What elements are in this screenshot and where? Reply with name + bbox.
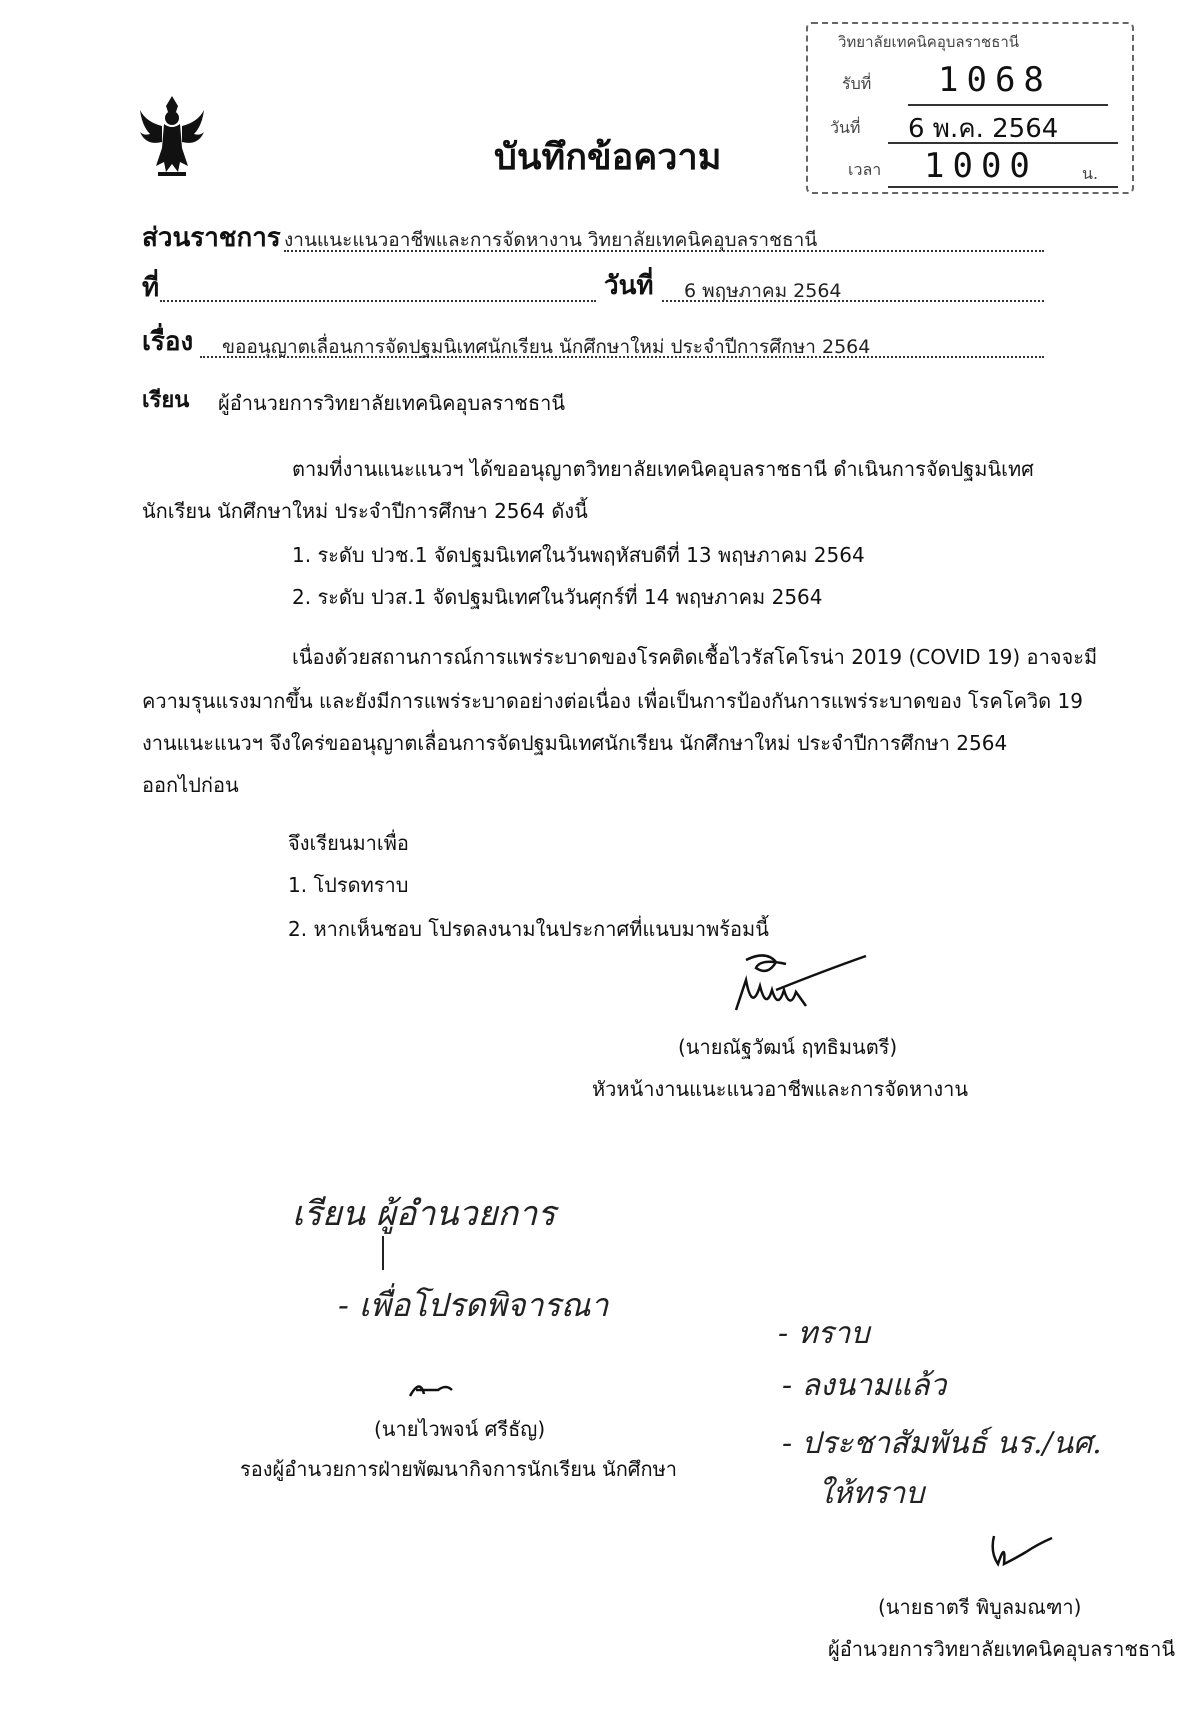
agency-field	[284, 224, 1044, 252]
agency-label: ส่วนราชการ	[142, 223, 281, 253]
signature-1	[716, 950, 876, 1020]
handwritten-note2-line1: - ทราบ	[778, 1316, 870, 1351]
date-field	[662, 276, 1044, 302]
handwritten-note2-line3: - ประชาสัมพันธ์ นร./นศ.	[782, 1426, 1102, 1461]
subject-field	[200, 330, 1044, 358]
signer1-name: (นายณัฐวัฒน์ ฤทธิมนตรี)	[678, 1035, 898, 1059]
list-item-2: 2. ระดับ ปวส.1 จัดปฐมนิเทศในวันศุกร์ที่ 14 พฤษภาคม 2564	[292, 585, 823, 609]
garuda-emblem-icon	[136, 92, 208, 178]
signer3-position: ผู้อำนวยการวิทยาลัยเทคนิคอุบลราชธานี	[828, 1637, 1176, 1661]
paragraph2-line4: ออกไปก่อน	[142, 773, 239, 797]
paragraph2-line1: เนื่องด้วยสถานการณ์การแพร่ระบาดของโรคติดเชื้อไวรัสโคโรน่า 2019 (COVID 19) อาจจะมี	[292, 645, 1098, 669]
closing-item-1: 1. โปรดทราบ	[288, 873, 409, 897]
ref-field	[160, 276, 596, 302]
ref-label: ที่	[142, 273, 160, 303]
receiving-stamp	[806, 22, 1134, 194]
stamp-date-label: วันที่	[830, 118, 861, 137]
closing-item-2: 2. หากเห็นชอบ โปรดลงนามในประกาศที่แนบมาพร้อมนี้	[288, 917, 769, 941]
stamp-receive-label: รับที่	[842, 74, 872, 93]
stamp-time-label: เวลา	[848, 160, 882, 179]
paragraph1-line1: ตามที่งานแนะแนวฯ ได้ขออนุญาตวิทยาลัยเทคนิคอุบลราชธานี ดำเนินการจัดปฐมนิเทศ	[292, 457, 1034, 481]
signer3-name: (นายธาตรี พิบูลมณฑา)	[878, 1595, 1082, 1619]
signature-3	[986, 1530, 1056, 1570]
paragraph2-line3: งานแนะแนวฯ จึงใคร่ขออนุญาตเลื่อนการจัดปฐมนิเทศนักเรียน นักศึกษาใหม่ ประจำปีการศึกษา 2564	[142, 731, 1008, 755]
stamp-org: วิทยาลัยเทคนิคอุบลราชธานี	[838, 33, 1020, 51]
stamp-time: 1000	[924, 146, 1038, 186]
memo-title: บันทึกข้อความ	[494, 137, 722, 178]
signer1-position: หัวหน้างานแนะแนวอาชีพและการจัดหางาน	[592, 1077, 969, 1101]
handwritten-note2-line2: - ลงนามแล้ว	[782, 1368, 947, 1403]
paragraph1-line2: นักเรียน นักศึกษาใหม่ ประจำปีการศึกษา 2564 ดังนี้	[142, 499, 588, 523]
stamp-date: 6 พ.ค. 2564	[908, 114, 1059, 144]
date-label: วันที่	[604, 271, 654, 301]
to-label: เรียน	[142, 388, 190, 413]
list-item-1: 1. ระดับ ปวช.1 จัดปฐมนิเทศในวันพฤหัสบดีที่ 13 พฤษภาคม 2564	[292, 543, 865, 567]
handwritten-note1-line1: เรียน ผู้อำนวยการ	[292, 1194, 556, 1234]
handwritten-note1-line2: - เพื่อโปรดพิจารณา	[338, 1286, 609, 1324]
signer2-position: รองผู้อำนวยการฝ่ายพัฒนากิจการนักเรียน นักศึกษา	[240, 1457, 678, 1481]
subject-label: เรื่อง	[142, 327, 194, 357]
stamp-time-suffix: น.	[1082, 164, 1099, 183]
handwritten-note2-line4: ให้ทราบ	[818, 1476, 925, 1511]
stamp-receive-number: 1068	[938, 60, 1052, 100]
handwritten-stroke	[382, 1236, 388, 1270]
subject-value: ขออนุญาตเลื่อนการจัดปฐมนิเทศนักเรียน นักศึกษาใหม่ ประจำปีการศึกษา 2564	[222, 336, 871, 358]
signer2-name: (นายไวพจน์ ศรีธัญ)	[374, 1417, 546, 1441]
signature-2	[406, 1372, 456, 1402]
agency-value: งานแนะแนวอาชีพและการจัดหางาน วิทยาลัยเทคนิคอุบลราชธานี	[284, 229, 818, 251]
to-value: ผู้อำนวยการวิทยาลัยเทคนิคอุบลราชธานี	[218, 391, 566, 415]
closing-text: จึงเรียนมาเพื่อ	[288, 831, 409, 855]
date-value: 6 พฤษภาคม 2564	[684, 280, 842, 302]
paragraph2-line2: ความรุนแรงมากขึ้น และยังมีการแพร่ระบาดอย่างต่อเนื่อง เพื่อเป็นการป้องกันการแพร่ระบาดของ โรคโควิด 19	[142, 689, 1083, 713]
